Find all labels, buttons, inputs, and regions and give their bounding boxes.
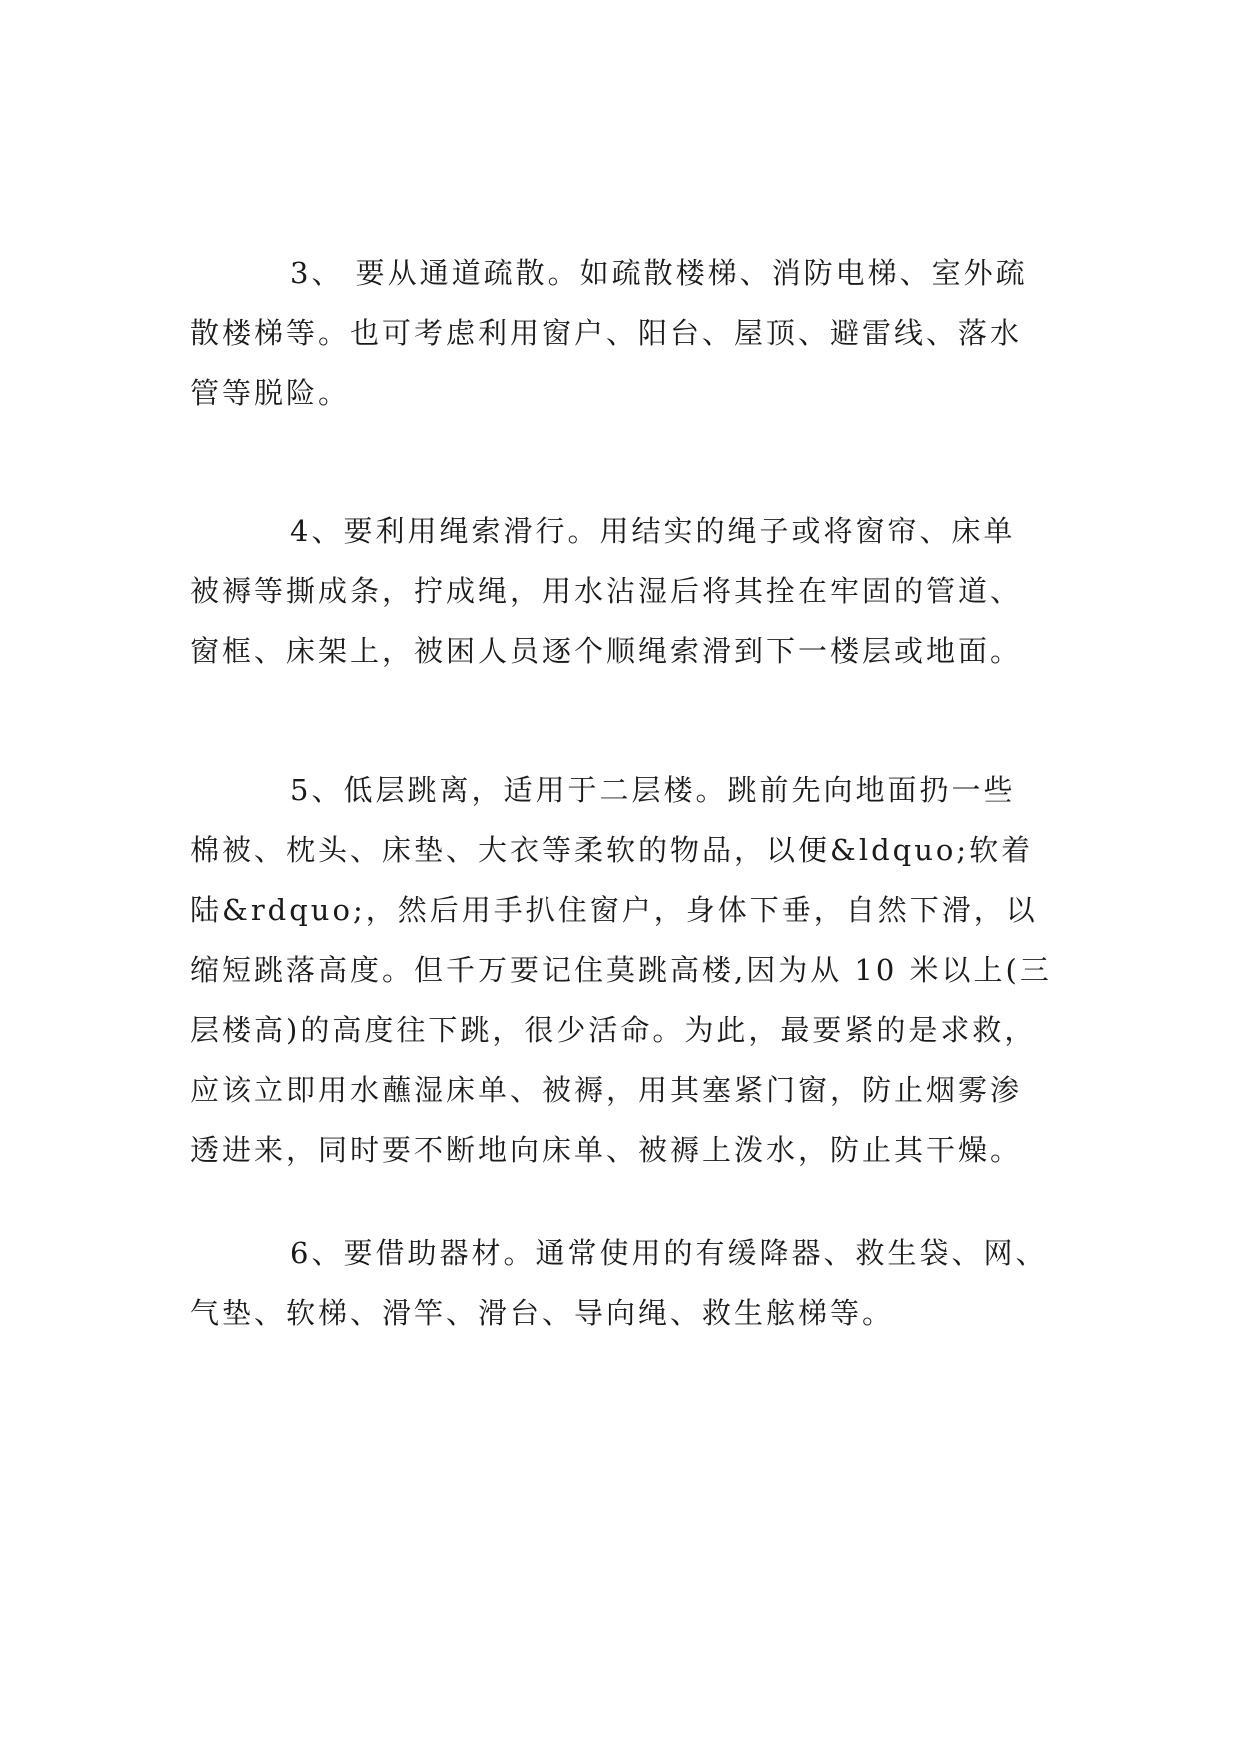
paragraph-line: 气垫、软梯、滑竿、滑台、导向绳、救生舷梯等。 [190, 1296, 895, 1330]
paragraph-line: 窗框、床架上，被困人员逐个顺绳索滑到下一楼层或地面。 [190, 634, 1023, 668]
paragraph-line: 缩短跳落高度。但千万要记住莫跳高楼,因为从 10 米以上(三 [190, 953, 1052, 987]
paragraph-line: 陆&rdquo;，然后用手扒住窗户，身体下垂，自然下滑，以 [190, 893, 1038, 927]
paragraph-line: 5、低层跳离，适用于二层楼。跳前先向地面扔一些 [290, 773, 1016, 807]
paragraph-line: 层楼高)的高度往下跳，很少活命。为此，最要紧的是求救， [190, 1013, 1037, 1047]
paragraph-line: 应该立即用水蘸湿床单、被褥，用其塞紧门窗，防止烟雾渗 [190, 1073, 1023, 1107]
paragraph-line: 6、要借助器材。通常使用的有缓降器、救生袋、网、 [290, 1236, 1048, 1270]
paragraph-line: 被褥等撕成条，拧成绳，用水沾湿后将其拴在牢固的管道、 [190, 574, 1023, 608]
paragraph-4-rope-descent [190, 501, 1070, 681]
paragraph-5-low-floor-jump [190, 760, 1070, 1180]
paragraph-line: 棉被、枕头、床垫、大衣等柔软的物品，以便&ldquo;软着 [190, 833, 1034, 867]
paragraph-line: 4、要利用绳索滑行。用结实的绳子或将窗帘、床单 [290, 514, 1016, 548]
paragraph-3-evacuation-routes [190, 243, 1070, 423]
paragraph-line: 透进来，同时要不断地向床单、被褥上泼水，防止其干燥。 [190, 1133, 1023, 1167]
paragraph-line: 3、 要从通道疏散。如疏散楼梯、消防电梯、室外疏 [290, 256, 1028, 290]
paragraph-6-rescue-equipment [190, 1223, 1070, 1343]
paragraph-line: 管等脱险。 [190, 376, 351, 410]
paragraph-line: 散楼梯等。也可考虑利用窗户、阳台、屋顶、避雷线、落水 [190, 316, 1023, 350]
